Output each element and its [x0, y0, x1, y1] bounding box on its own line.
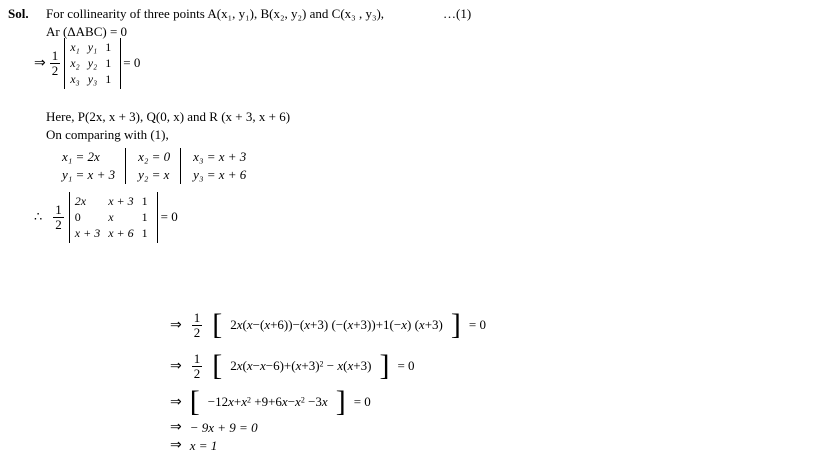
match-x3: x₃ = x + 3 [181, 148, 257, 166]
matrix-cell: x₁ [70, 40, 80, 54]
matrix-cell: 1 [141, 194, 148, 208]
step2-expression: $2x(x-x-6)+(x+3)^2 - x(x+3)$ [230, 358, 372, 374]
implies-arrow: ⇒ [170, 438, 182, 453]
step1-expression: 2x(x−(x+6))−(x+3) (−(x+3))+1(−x) (x+3) [230, 317, 443, 333]
matrix-cell: x + 3 [108, 194, 134, 208]
right-bracket: ] [450, 308, 461, 342]
left-bracket: [ [212, 349, 223, 383]
matrix-cell: 1 [105, 56, 112, 71]
implies-arrow: ⇒ [170, 394, 182, 410]
determinant-equals-1: = 0 [123, 55, 141, 71]
matrix-cell: 1 [105, 40, 112, 54]
matrix-cell: 0 [74, 210, 81, 225]
implies-arrow: ⇒ [34, 55, 46, 71]
comparing-line: On comparing with (1), [46, 127, 169, 142]
equation-reference: …(1) [443, 6, 472, 21]
matrix-cell: 1 [141, 226, 148, 241]
matrix-cell: 1 [141, 210, 148, 225]
one-half-fraction-3 [192, 311, 203, 339]
matrix-cell: 2x [74, 194, 87, 208]
match-y1: y₁ = x + 3 [62, 167, 116, 182]
matrix-cell: 1 [105, 72, 112, 87]
implies-arrow: ⇒ [170, 317, 182, 333]
match-y3: y₃ = x + 6 [181, 166, 257, 184]
matrix-row [68, 71, 117, 87]
matrix-cell: y₁ [87, 40, 98, 54]
step2-equals: = 0 [397, 358, 415, 374]
matrix-cell: x [108, 210, 114, 225]
fraction-numerator: 1 [193, 351, 201, 366]
step1-equals: = 0 [468, 317, 486, 333]
derivation-step-5 [170, 437, 217, 454]
matrix-cell: x₃ [70, 72, 80, 87]
right-bracket: ] [379, 349, 390, 383]
area-equation: Ar (ΔABC) = 0 [46, 24, 128, 39]
implies-arrow: ⇒ [170, 358, 182, 374]
derivation-step-3 [170, 385, 371, 418]
match-y2: y₂ = x [126, 166, 181, 184]
derivation-step-1 [170, 308, 486, 342]
match-x1: x₁ = 2x [62, 149, 100, 164]
matrix-cell: x + 6 [108, 226, 134, 241]
solution-label: Sol. [8, 6, 29, 21]
matrix-row [68, 39, 117, 55]
fraction-denominator: 2 [193, 324, 201, 340]
fraction-numerator: 1 [193, 310, 201, 325]
intro-text: For collinearity of three points A(x₁, y₁), B(x₂, y₂) and C(x₃ , y₃), [46, 6, 385, 21]
determinant-equation-1 [34, 38, 140, 89]
right-bracket: ] [335, 385, 346, 418]
determinant-equation-2 [34, 192, 178, 243]
therefore-symbol: ∴ [34, 209, 43, 225]
implies-arrow: ⇒ [170, 420, 182, 435]
fraction-denominator: 2 [55, 216, 62, 232]
determinant-matrix-2 [69, 192, 158, 243]
one-half-fraction-4 [192, 352, 203, 380]
matrix-cell: y₃ [87, 72, 98, 87]
one-half-fraction-2 [53, 203, 64, 231]
left-bracket: [ [189, 385, 200, 418]
matrix-cell: x + 3 [74, 226, 101, 241]
points-line: Here, P(2x, x + 3), Q(0, x) and R (x + 3, x + 6) [46, 109, 291, 124]
matrix-cell: x₂ [70, 56, 80, 71]
matching-row [62, 148, 256, 166]
fraction-numerator: 1 [55, 202, 62, 218]
fraction-denominator: 2 [193, 365, 201, 381]
match-x2: x₂ = 0 [126, 148, 181, 166]
fraction-numerator: 1 [51, 48, 59, 64]
matrix-cell: y₂ [87, 56, 98, 71]
step3-expression: $-12x+x^2 +9+6x-x^2 -3x$ [207, 394, 328, 409]
determinant-equals-2: = 0 [160, 209, 178, 225]
matrix-row [73, 225, 154, 241]
step4-expression: − 9x + 9 = 0 [189, 419, 258, 435]
matching-row [62, 166, 256, 184]
left-bracket: [ [212, 308, 223, 342]
one-half-fraction [50, 49, 61, 77]
determinant-matrix-1 [64, 38, 121, 89]
derivation-step-4 [170, 419, 258, 436]
matrix-row [68, 55, 117, 71]
coordinate-matching [62, 148, 256, 184]
step5-expression: x = 1 [189, 437, 218, 453]
matrix-row [73, 193, 154, 209]
step3-equals: = 0 [353, 394, 371, 409]
derivation-step-2 [170, 349, 415, 383]
matrix-row [73, 209, 154, 225]
fraction-denominator: 2 [51, 62, 59, 78]
